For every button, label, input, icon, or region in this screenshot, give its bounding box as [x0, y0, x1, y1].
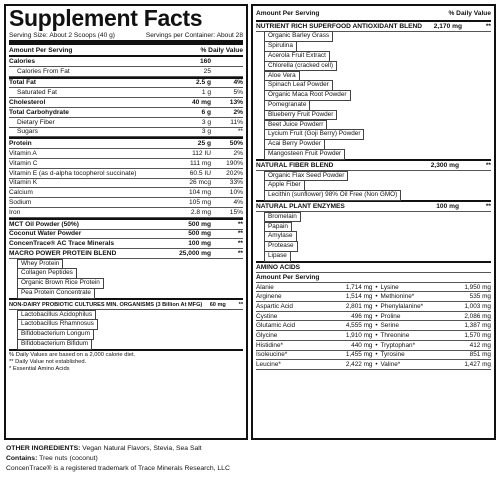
amino-acid-name: Methionine*	[380, 293, 415, 301]
protein-blend-item	[9, 269, 243, 279]
amino-acid-name: Tyrosine	[380, 351, 405, 359]
superfood-item	[256, 61, 491, 71]
superfood-item-text: Aloe Vera	[264, 71, 300, 82]
nutrient-row	[9, 208, 243, 218]
enzyme-item-text: Amylase	[264, 231, 297, 242]
enzyme-item	[256, 242, 491, 252]
amino-acid-rows	[256, 283, 491, 370]
enzyme-item-text: Papain	[264, 222, 292, 233]
amino-acid-amount: 1,950 mg	[464, 283, 491, 291]
protein-blend-items	[9, 259, 243, 298]
servings-per-container: Servings per Container: About 28	[145, 32, 243, 39]
amino-acid-name: Proline	[380, 312, 401, 320]
amino-acid-name: Alanie	[256, 283, 274, 291]
bullet-separator: •	[375, 293, 378, 301]
probiotic-row	[9, 300, 243, 310]
amino-acid-name: Tryptophan*	[380, 341, 416, 349]
superfood-blend-row	[256, 22, 491, 32]
bullet-separator: •	[375, 283, 378, 291]
amino-acid-name: Glycine	[256, 332, 278, 339]
superfood-blend-label: NUTRIENT RICH SUPERFOOD ANTIOXIDANT BLEND	[256, 22, 423, 30]
fiber-blend-row	[256, 161, 491, 171]
superfood-item-text: Blueberry Fruit Powder	[264, 110, 337, 121]
nutrient-amount: 40 mg	[191, 99, 211, 107]
nutrient-name: Vitamin A	[9, 150, 37, 158]
nutrient-row	[9, 220, 243, 230]
protein-blend-item	[9, 279, 243, 289]
right-column-header	[256, 6, 491, 20]
superfood-item	[256, 140, 491, 150]
superfood-item	[256, 149, 491, 159]
superfood-item-text: Acerola Fruit Extract	[264, 51, 330, 62]
nutrient-row	[9, 169, 243, 179]
superfood-item	[256, 120, 491, 130]
nutrient-name: ConcenTrace® AC Trace Minerals	[9, 240, 115, 248]
amino-acid-amount: 2,422 mg	[345, 361, 373, 369]
amino-acids-title	[256, 263, 491, 273]
left-panel	[4, 4, 248, 440]
nutrient-amount: 3 g	[201, 118, 211, 126]
superfood-item-text: Organic Maca Root Powder	[264, 90, 351, 101]
nutrient-row	[9, 249, 243, 259]
nutrient-amount: 2.5 g	[195, 79, 211, 87]
nutrient-daily-value: 2%	[233, 108, 243, 116]
superfood-item-text: Acai Berry Powder	[264, 139, 325, 150]
fiber-blend-label: NATURAL FIBER BLEND	[256, 162, 334, 170]
nutrient-amount: 104 mg	[189, 189, 211, 197]
nutrient-amount: 160	[199, 57, 211, 65]
nutrient-row	[9, 98, 243, 108]
superfood-item-text: Lycium Fruit (Goji Berry) Powder	[264, 129, 364, 140]
enzyme-items	[256, 212, 491, 261]
nutrient-row	[9, 108, 243, 118]
superfood-item	[256, 81, 491, 91]
bullet-separator: •	[375, 322, 378, 330]
probiotic-item	[9, 330, 243, 340]
nutrient-row	[9, 179, 243, 189]
bullet-separator: •	[375, 302, 378, 310]
superfood-item	[256, 91, 491, 101]
amount-per-serving-header: Amount Per Serving	[256, 9, 320, 17]
nutrient-daily-value: 4%	[233, 79, 243, 87]
fiber-blend-amount: 2,300 mg	[430, 162, 459, 170]
amino-acid-amount: 496 mg	[351, 312, 373, 320]
nutrient-daily-value: 13%	[229, 99, 243, 107]
nutrient-row	[9, 57, 243, 67]
amino-acid-amount: 851 mg	[469, 351, 491, 359]
daily-value-header: % Daily Value	[448, 9, 491, 17]
probiotic-amount: 60 mg	[209, 301, 226, 308]
protein-blend-item	[9, 259, 243, 269]
probiotic-item-text: Bifidobacterium Longum	[17, 329, 94, 340]
amino-acid-name: Aspartic Acid	[256, 302, 293, 310]
bullet-separator: •	[375, 341, 378, 349]
nutrient-amount: 6 g	[201, 108, 211, 116]
amino-acid-amount: 1,455 mg	[345, 351, 373, 359]
amino-acid-name: Phenylalanine*	[380, 302, 424, 310]
nutrient-amount: 500 mg	[188, 220, 211, 228]
fiber-item	[256, 171, 491, 181]
enzyme-item	[256, 222, 491, 232]
nutrient-name: Sugars	[17, 128, 38, 136]
protein-blend-item-text: Pea Protein Concentrate	[17, 288, 95, 299]
superfood-item-text: Organic Barley Grass	[264, 31, 333, 42]
probiotic-items	[9, 310, 243, 349]
enzyme-item-text: Bromelain	[264, 212, 301, 223]
nutrient-row	[9, 149, 243, 159]
superfood-item	[256, 130, 491, 140]
enzyme-item	[256, 251, 491, 261]
nutrient-daily-value: **	[237, 240, 243, 248]
probiotic-item	[9, 339, 243, 349]
amino-acid-amount: 1,570 mg	[464, 332, 491, 339]
amino-acid-amount: 1,003 mg	[464, 302, 491, 310]
nutrient-daily-value: 33%	[229, 179, 243, 187]
column-header	[9, 45, 243, 55]
nutrient-row	[9, 198, 243, 208]
protein-blend-item-text: Organic Brown Rice Protein	[17, 278, 104, 289]
nutrient-name: Coconut Water Powder	[9, 230, 82, 238]
nutrient-amount: 100 mg	[188, 240, 211, 248]
amino-acid-name: Histidine*	[256, 341, 283, 349]
nutrient-daily-value: 10%	[229, 189, 243, 197]
nutrient-row	[9, 239, 243, 249]
bullet-separator: •	[375, 361, 378, 369]
nutrient-row	[9, 188, 243, 198]
nutrient-name: MACRO POWER PROTEIN BLEND	[9, 250, 117, 258]
amino-acid-amount: 440 mg	[351, 341, 373, 349]
superfood-item	[256, 100, 491, 110]
fiber-item-text: Lecithin (sunflower) 98% Oil Free (Non GMO)	[264, 190, 401, 201]
probiotic-item-text: Bifidobacterium Bifidum	[17, 339, 92, 350]
nutrient-amount: 26 mcg	[189, 179, 211, 187]
nutrient-daily-value: 50%	[229, 140, 243, 148]
amino-acid-amount: 4,555 mg	[345, 322, 373, 330]
enzyme-item-text: Lipase	[264, 251, 291, 262]
amino-acid-amount: 1,910 mg	[345, 332, 373, 339]
amino-acids-subheader	[256, 273, 491, 283]
label-title: Supplement Facts	[9, 5, 203, 31]
amino-acid-amount: 412 mg	[469, 341, 491, 349]
protein-blend-item	[9, 288, 243, 298]
nutrient-rows	[9, 57, 243, 259]
enzymes-label: NATURAL PLANT ENZYMES	[256, 203, 345, 211]
amino-acid-name: Glutamic Acid	[256, 322, 296, 330]
amino-acid-row	[256, 341, 491, 351]
superfood-item	[256, 42, 491, 52]
nutrient-name: Calories	[9, 57, 36, 65]
protein-blend-item-text: Collagen Peptides	[17, 268, 77, 279]
fiber-item-text: Organic Flax Seed Powder	[264, 171, 348, 182]
serving-info	[9, 31, 243, 40]
amino-acid-row	[256, 292, 491, 302]
probiotic-dv: **	[238, 301, 243, 308]
nutrient-daily-value: **	[237, 230, 243, 238]
nutrient-name: Calcium	[9, 189, 33, 197]
amino-acid-row	[256, 360, 491, 370]
nutrient-name: Vitamin E (as d-alpha tocopherol succinate)	[9, 169, 137, 177]
superfood-item-text: Spinach Leaf Powder	[264, 80, 333, 91]
right-panel	[251, 4, 496, 440]
fiber-item	[256, 181, 491, 191]
nutrient-amount: 60.5 IU	[189, 169, 211, 177]
superfood-item	[256, 71, 491, 81]
serving-size: Serving Size: About 2 Scoops (40 g)	[9, 32, 115, 39]
nutrient-row	[9, 139, 243, 149]
superfood-item-text: Beet Juice Powderr	[264, 120, 327, 131]
amino-acids-subheader-text: Amount Per Serving	[256, 273, 320, 281]
protein-blend-item-text: Whey Protein	[17, 259, 63, 270]
amino-acid-amount: 2,086 mg	[464, 312, 491, 320]
amino-acid-name: Lysine	[380, 283, 399, 291]
superfood-item	[256, 32, 491, 42]
footnotes	[9, 352, 243, 373]
footnote: % Daily Values are based on a 2,000 calorie diet.	[9, 352, 136, 359]
nutrient-name: Protein	[9, 140, 32, 148]
nutrient-amount: 2.8 mg	[190, 208, 211, 216]
nutrient-name: Cholesterol	[9, 99, 46, 107]
amino-acids-title-text: AMINO ACIDS	[256, 264, 301, 272]
footnote: * Essential Amino Acids	[9, 366, 70, 373]
fiber-items	[256, 171, 491, 200]
nutrient-amount: 1 g	[201, 89, 211, 97]
nutrient-row	[9, 88, 243, 98]
amino-acid-name: Isoleucine*	[256, 351, 288, 359]
nutrient-name: Total Fat	[9, 79, 36, 87]
nutrient-daily-value: **	[237, 128, 243, 136]
fiber-item-text: Apple Fiber	[264, 180, 305, 191]
superfood-item-text: Mangosteen Fruit Powder	[264, 149, 345, 160]
amino-acid-amount: 1,514 mg	[345, 293, 373, 301]
nutrient-daily-value: **	[237, 220, 243, 228]
trademark-note: ConcenTrace® is a registered trademark of Trace Minerals Research, LLC	[6, 465, 230, 472]
enzyme-item	[256, 212, 491, 222]
superfood-item	[256, 51, 491, 61]
superfood-item	[256, 110, 491, 120]
amino-acid-name: Cystine	[256, 312, 278, 320]
nutrient-name: Sodium	[9, 199, 32, 207]
probiotic-item-text: Lactobacillus Rhamnosus	[17, 319, 98, 330]
nutrient-row	[9, 67, 243, 77]
amino-acid-name: Threonine	[380, 332, 410, 339]
superfood-blend-amount: 2,170 mg	[433, 22, 462, 30]
amino-acid-row	[256, 321, 491, 331]
nutrient-daily-value: 190%	[226, 159, 243, 167]
other-ingredients-text: Vegan Natural Flavors, Stevia, Sea Salt	[80, 445, 202, 452]
probiotic-item	[9, 320, 243, 330]
bullet-separator: •	[375, 312, 378, 320]
superfood-items	[256, 32, 491, 159]
nutrient-daily-value: 4%	[233, 199, 243, 207]
nutrient-daily-value: **	[237, 250, 243, 258]
nutrient-daily-value: 202%	[226, 169, 243, 177]
nutrient-name: Calories From Fat	[17, 67, 70, 75]
amino-acid-amount: 1,427 mg	[464, 361, 491, 369]
amount-per-serving-header: Amount Per Serving	[9, 46, 73, 54]
other-ingredients	[6, 444, 496, 454]
amino-acid-row	[256, 331, 491, 341]
nutrient-amount: 111 mg	[189, 159, 211, 167]
nutrient-row	[9, 128, 243, 138]
bullet-separator: •	[375, 351, 378, 359]
nutrient-name: Vitamin C	[9, 159, 38, 167]
footnote: ** Daily Value not established.	[9, 359, 87, 366]
nutrient-name: Dietary Fiber	[17, 118, 55, 126]
nutrient-name: Saturated Fat	[17, 89, 57, 97]
enzymes-row	[256, 202, 491, 212]
enzyme-item	[256, 232, 491, 242]
nutrient-amount: 500 mg	[188, 230, 211, 238]
nutrient-amount: 25,000 mg	[179, 250, 211, 258]
fiber-item	[256, 191, 491, 201]
nutrient-row	[9, 159, 243, 169]
nutrient-name: Iron	[9, 208, 21, 216]
contains-label: Contains:	[6, 455, 38, 462]
superfood-blend-dv: **	[485, 22, 491, 30]
footer	[6, 444, 496, 474]
nutrient-name: Total Carbohydrate	[9, 108, 69, 116]
amino-acid-row	[256, 302, 491, 312]
amino-acid-name: Valine*	[380, 361, 401, 369]
nutrient-amount: 25 g	[197, 140, 211, 148]
superfood-item-text: Pomegranate	[264, 100, 310, 111]
contains	[6, 454, 496, 464]
nutrient-amount: 3 g	[201, 128, 211, 136]
superfood-item-text: Chlorella (cracked cell)	[264, 61, 337, 72]
amino-acid-row	[256, 351, 491, 361]
daily-value-header: % Daily Value	[200, 46, 243, 54]
nutrient-daily-value: 5%	[233, 89, 243, 97]
amino-acid-amount: 1,387 mg	[464, 322, 491, 330]
amino-acid-amount: 1,714 mg	[345, 283, 373, 291]
amino-acid-row	[256, 283, 491, 293]
nutrient-row	[9, 118, 243, 128]
enzyme-item-text: Protease	[264, 241, 298, 252]
nutrient-name: Vitamin K	[9, 179, 38, 187]
bullet-separator: •	[375, 332, 378, 339]
nutrient-amount: 25	[203, 67, 211, 75]
amino-acid-name: Leucine*	[256, 361, 281, 369]
fiber-blend-dv: **	[485, 162, 491, 170]
probiotic-item	[9, 310, 243, 320]
contains-text: Tree nuts (coconut)	[37, 455, 98, 462]
enzymes-amount: 100 mg	[436, 203, 459, 211]
nutrient-amount: 105 mg	[189, 199, 211, 207]
nutrient-row	[9, 79, 243, 89]
nutrient-daily-value: 15%	[229, 208, 243, 216]
amino-acid-row	[256, 312, 491, 322]
amino-acid-amount: 535 mg	[469, 293, 491, 301]
nutrient-daily-value: 11%	[230, 118, 243, 126]
amino-acid-name: Serine	[380, 322, 399, 330]
nutrient-name: MCT Oil Powder (50%)	[9, 220, 79, 228]
amino-acid-name: Arginene	[256, 293, 282, 301]
superfood-item-text: Spirulina	[264, 41, 297, 52]
enzymes-dv: **	[485, 203, 491, 211]
nutrient-daily-value: 2%	[233, 150, 243, 158]
nutrient-row	[9, 230, 243, 240]
other-ingredients-label: OTHER INGREDIENTS:	[6, 445, 81, 452]
amino-acid-amount: 2,801 mg	[345, 302, 373, 310]
probiotic-label: NON-DAIRY PROBIOTIC CULTURES MIN. ORGANISMS (3 Billion At MFG)	[9, 301, 203, 308]
probiotic-item-text: Lactobacillus Acidophilus	[17, 310, 96, 321]
nutrient-amount: 112 IU	[192, 150, 211, 158]
